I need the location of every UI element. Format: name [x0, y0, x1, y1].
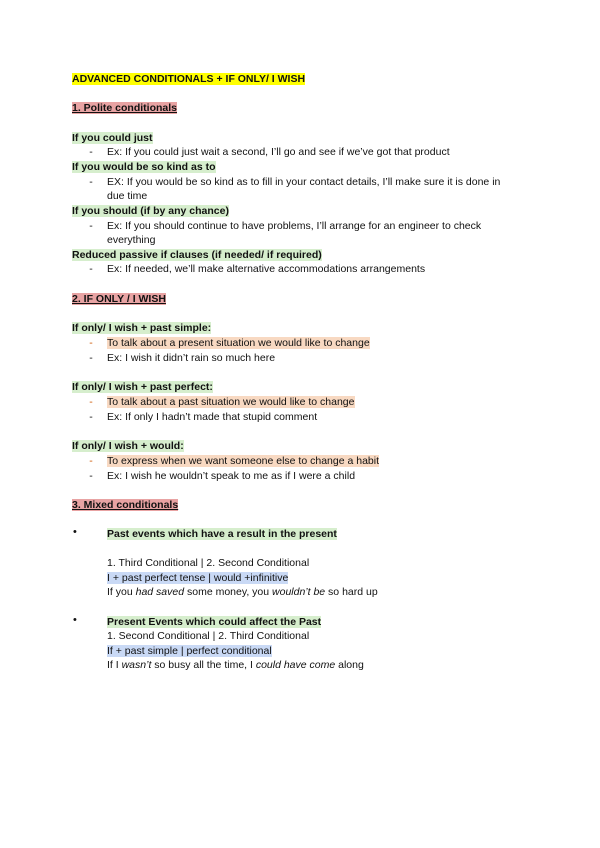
mixed-present-events-structure: 1. Second Conditional | 2. Third Conditional — [107, 630, 310, 642]
dash-marker: - — [89, 146, 93, 158]
mixed-present-events-form: If + past simple | perfect conditional — [107, 645, 272, 657]
wish-description-past-perfect: To talk about a past situation we would like to change — [107, 396, 355, 408]
dash-marker: - — [89, 263, 93, 275]
dash-marker: - — [89, 470, 93, 482]
example-should-line1: Ex: If you should continue to have problems, I’ll arrange for an engineer to check — [107, 220, 482, 232]
example-so-kind-line1: EX: If you would be so kind as to fill in your contact details, I’ll make sure it is done in — [107, 176, 501, 188]
wish-example-past-simple: Ex: I wish it didn’t rain so much here — [107, 352, 276, 364]
dash-marker: - — [89, 337, 93, 349]
wish-example-would: Ex: I wish he wouldn’t speak to me as if I were a child — [107, 470, 356, 482]
mixed-past-events-example: If you had saved some money, you wouldn’t be so hard up — [107, 586, 378, 598]
mixed-past-events-form: I + past perfect tense | would +infinitive — [107, 572, 289, 584]
wish-heading-would: If only/ I wish + would: — [72, 440, 184, 452]
dash-marker: - — [89, 396, 93, 408]
bullet-marker: • — [73, 526, 77, 538]
bullet-marker: • — [73, 614, 77, 626]
wish-description-past-simple: To talk about a present situation we would like to change — [107, 337, 370, 349]
section-2-heading: 2. IF ONLY / I WISH — [72, 293, 166, 305]
polite-heading-could-just: If you could just — [72, 132, 153, 144]
section-1-heading: 1. Polite conditionals — [72, 102, 178, 114]
example-reduced-passive: Ex: If needed, we’ll make alternative accommodations arrangements — [107, 263, 426, 275]
polite-heading-reduced-passive: Reduced passive if clauses (if needed/ if required) — [72, 249, 322, 261]
wish-example-past-perfect: Ex: If only I hadn’t made that stupid comment — [107, 411, 318, 423]
mixed-past-events-structure: 1. Third Conditional | 2. Second Conditional — [107, 557, 310, 569]
dash-marker: - — [89, 352, 93, 364]
example-could-just: Ex: If you could just wait a second, I’ll go and see if we’ve got that product — [107, 146, 450, 158]
mixed-present-events-example: If I wasn’t so busy all the time, I could have come along — [107, 659, 364, 671]
mixed-past-events-title: Past events which have a result in the present — [107, 528, 337, 540]
document-title: ADVANCED CONDITIONALS + IF ONLY/ I WISH — [72, 73, 306, 85]
wish-description-would: To express when we want someone else to change a habit — [107, 455, 380, 467]
dash-marker: - — [89, 455, 93, 467]
polite-heading-so-kind: If you would be so kind as to — [72, 161, 216, 173]
dash-marker: - — [89, 176, 93, 188]
example-should-line2: everything — [107, 234, 156, 246]
section-3-heading: 3. Mixed conditionals — [72, 499, 179, 511]
dash-marker: - — [89, 220, 93, 232]
wish-heading-past-perfect: If only/ I wish + past perfect: — [72, 381, 213, 393]
example-so-kind-line2: due time — [107, 190, 148, 202]
mixed-present-events-title: Present Events which could affect the Past — [107, 616, 322, 628]
wish-heading-past-simple: If only/ I wish + past simple: — [72, 322, 212, 334]
polite-heading-should: If you should (if by any chance) — [72, 205, 229, 217]
dash-marker: - — [89, 411, 93, 423]
